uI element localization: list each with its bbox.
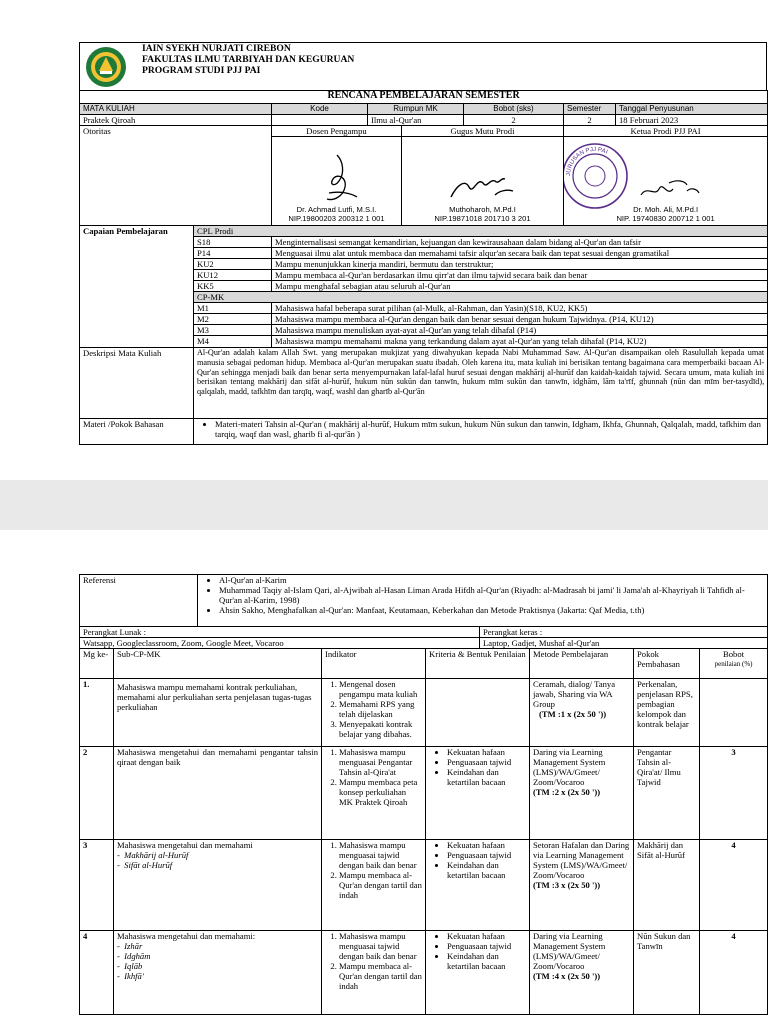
- referensi-label: Referensi: [80, 575, 198, 627]
- role-kaprodi: Ketua Prodi PJJ PAI: [564, 126, 768, 137]
- cpmk-code: M4: [194, 336, 272, 348]
- sched-sub: [114, 931, 322, 1015]
- sub-list-text: Ikhfā': [124, 971, 144, 981]
- sign2-nip: NIP.19871018 201710 3 201: [434, 214, 531, 223]
- cpl-code: P14: [194, 248, 272, 259]
- materi-label: Materi /Pokok Bahasan: [80, 419, 194, 445]
- ind-item: 1. Mengenal dosen pengampu mata kuliah: [339, 679, 422, 699]
- col-tanggal: Tanggal Penyusunan: [616, 104, 768, 115]
- sched-mg: 4: [80, 931, 114, 1015]
- lunak-label: Perangkat Lunak :: [80, 627, 480, 638]
- signature-dosen: [272, 137, 402, 226]
- metode-tm: (TM :3 x (2x 50 ')): [533, 880, 601, 890]
- col-rumpun: Rumpun MK: [368, 104, 464, 115]
- keras-label: Perangkat keras :: [480, 627, 768, 638]
- sched-mg: 2: [80, 747, 114, 840]
- stamp-text: JURUSAN PJJ PAI: [565, 146, 609, 177]
- sched-head-ind: Indikator: [322, 649, 426, 679]
- krit-item: • Keindahan dan ketartilan bacaan: [447, 951, 526, 971]
- sign1-name: Dr. Achmad Lutfi, M.S.I.: [296, 205, 377, 214]
- sched-mg: 1.: [80, 679, 114, 747]
- sched-metode: [530, 679, 634, 747]
- sub-list-text: Izhār: [124, 941, 143, 951]
- sched-bobot: 4: [700, 931, 768, 1015]
- sched-ind: [322, 840, 426, 931]
- krit-item: • Penguasaan tajwid: [447, 850, 526, 860]
- metode-text: Daring via Learning Management System (LMS)/WA/Gmeet/ Zoom/Vocaroo: [533, 931, 606, 971]
- sched-krit: [426, 679, 530, 747]
- header-line-2: FAKULTAS ILMU TARBIYAH DAN KEGURUAN: [142, 54, 355, 65]
- sched-sub: [114, 840, 322, 931]
- cpl-label: CPL Prodi: [194, 226, 768, 237]
- cpl-text: Menguasai ilmu alat untuk membaca dan memahami tafsir alqur'an secara baik dan tepat sesuai dengan gramatikal: [272, 248, 768, 259]
- page-1: [0, 0, 768, 480]
- cpl-text: Mampu menunjukkan kinerja mandiri, bermutu dan terstruktur;: [272, 259, 768, 270]
- signature-dosen-icon: [307, 153, 367, 205]
- sched-krit: [426, 931, 530, 1015]
- header-line-1: IAIN SYEKH NURJATI CIREBON: [142, 43, 291, 54]
- sched-krit: [426, 840, 530, 931]
- metode-text: Setoran Hafalan dan Daring via Learning Management System (LMS)/WA/Gmeet/ Zoom/Vocaroo: [533, 840, 630, 880]
- krit-item: • Kekuatan hafaan: [447, 931, 526, 941]
- sched-head-krit: Kriteria & Bentuk Penilaian: [426, 649, 530, 679]
- sub-list-text: Sifāt al-Hurūf: [124, 860, 173, 870]
- cpmk-code: M2: [194, 314, 272, 325]
- sub-list-item: - Idghām: [117, 951, 151, 961]
- cpl-text: Mampu menghafal sebagian atau seluruh al-Qur'an: [272, 281, 768, 292]
- referensi-table: [79, 574, 768, 1015]
- ind-item: 1. Mahasiswa mampu menguasai tajwid dengan baik dan benar: [339, 931, 422, 961]
- val-mata-kuliah: Praktek Qiroah: [80, 115, 272, 126]
- krit-item: • Kekuatan hafaan: [447, 840, 526, 850]
- val-bobot: 2: [464, 115, 564, 126]
- cpl-code: KU2: [194, 259, 272, 270]
- cpl-code: KK5: [194, 281, 272, 292]
- materi-cell: [194, 419, 768, 445]
- sub-list-text: Idghām: [124, 951, 151, 961]
- iain-logo-icon: [84, 45, 128, 89]
- metode-tm: (TM :1 x (2x 50 ')): [539, 709, 607, 719]
- ref-item: • Muhammad Taqiy al-Islam Qari, al-Ajwibah al-Hasan Liman Arada Hifdh al-Qur'an (Riyadh: al-Madrasah bi jami' li Jama'ah al-Khayriyah li Tahfidh al-Qur'an al-Karim, 1998): [219, 585, 764, 605]
- sched-pokok: Nūn Sukun dan Tanwīn: [634, 931, 700, 1015]
- krit-item: • Penguasaan tajwid: [447, 757, 526, 767]
- sched-head-sub: Sub-CP-MK: [114, 649, 322, 679]
- col-semester: Semester: [564, 104, 616, 115]
- metode-tm: (TM :2 x (2x 50 ')): [533, 787, 601, 797]
- krit-item: • Kekuatan hafaan: [447, 747, 526, 757]
- rps-table: [79, 90, 768, 445]
- sched-metode: [530, 747, 634, 840]
- cpl-code: S18: [194, 237, 272, 248]
- signature-gugus-icon: [443, 165, 523, 205]
- bobot-sub: penilaian (%): [714, 660, 753, 668]
- sched-mg: 3: [80, 840, 114, 931]
- sched-ind: [322, 931, 426, 1015]
- bobot-label: Bobot: [723, 649, 745, 659]
- sched-metode: [530, 840, 634, 931]
- val-rumpun: Ilmu al-Qur'an: [368, 115, 464, 126]
- sched-sub: Mahasiswa mampu memahami kontrak perkuliahan, memahami alur perkuliahan serta penjelasan tugas-tugas perkuliahan: [114, 679, 322, 747]
- cpmk-code: M1: [194, 303, 272, 314]
- sign3-nip: NIP. 19740830 200712 1 001: [616, 214, 715, 223]
- krit-item: • Keindahan dan ketartilan bacaan: [447, 860, 526, 880]
- otoritas-label: Otoritas: [80, 126, 272, 226]
- sched-krit: [426, 747, 530, 840]
- sub-list-item: - Iqlāb: [117, 961, 143, 971]
- sub-list-item: - Ikhfā': [117, 971, 144, 981]
- metode-text: Daring via Learning Management System (LMS)/WA/Gmeet/ Zoom/Vocaroo: [533, 747, 606, 787]
- capaian-label: Capaian Pembelajaran: [80, 226, 194, 348]
- sched-sub: Mahasiswa mengetahui dan memahami pengantar tahsin qiraat dengan baik: [114, 747, 322, 840]
- metode-text: Ceramah, dialog/ Tanya jawab, Sharing via WA Group: [533, 679, 616, 709]
- sign1-nip: NIP.19800203 200312 1 001: [288, 214, 385, 223]
- val-tanggal: 18 Februari 2023: [616, 115, 768, 126]
- cpmk-text: Mahasiswa mampu membaca al-Qur'an dengan baik dan benar sesuai dengan hukum Tajwidnya. (P14, KU12): [272, 314, 768, 325]
- sign3-name: Dr. Moh. Ali, M.Pd.I: [633, 205, 699, 214]
- cpmk-text: Mahasiswa mampu memahami makna yang terkandung dalam ayat al-Qur'an yang telah dihafal (P14, KU2): [272, 336, 768, 348]
- ref-item: • Al-Qur'an al-Karim: [219, 575, 764, 585]
- col-bobot: Bobot (sks): [464, 104, 564, 115]
- sub-list-item: - Sifāt al-Hurūf: [117, 860, 173, 870]
- col-mata-kuliah: MATA KULIAH: [80, 104, 272, 115]
- signature-kaprodi: [564, 137, 768, 226]
- col-kode: Kode: [272, 104, 368, 115]
- sub-list-item: - Izhār: [117, 941, 143, 951]
- sched-pokok: Pengantar Tahsin al-Qira'at/ Ilmu Tajwid: [634, 747, 700, 840]
- cpl-text: Mampu membaca al-Qur'an berdasarkan ilmu qirr'at dan ilmu tajwid secara baik dan benar: [272, 270, 768, 281]
- krit-item: • Penguasaan tajwid: [447, 941, 526, 951]
- sched-head-metode: Metode Pembelajaran: [530, 649, 634, 679]
- sched-ind: [322, 747, 426, 840]
- sched-pokok: Makhārij dan Sifāt al-Hurūf: [634, 840, 700, 931]
- deskripsi-text: Al-Qur'an adalah kalam Allah Swt. yang merupakan mukjizat yang diwahyukan kepada Nabi Muhammad Saw. Al-Qur'an disampaikan oleh Rasulullah kepada umat manusia sebagai pedoman hidup. Membaca al-Qur'an merupakan suatu ibadah. Oleh karena itu, mata kuliah ini berisikan tentang bagaimana cara memperbaiki bacaan Al-Qur'an sehingga menjadi baik dan benar serta menyempurnakan lafal-lafal huruf sesuai dengan makhārij al-hurūf dan kaidah-kaidah tajwid. Secara umum, mata kuliah ini berisikan tentang makhārij dan sifāt al-hurūf, hukum nūn sukūn dan tanwīn, hukum mīm sukūn dan tanwīn, idghām, lām ta'rīf, ghunnah (nūn dan mīm ber-tasydīd), qalqalah, madd, tafkhīm dan tarqīq, waqf, washl dan gharīb al-Qur'ān: [194, 348, 768, 419]
- cpl-text: Menginternalisasi semangat kemandirian, kejuangan dan kewirausahaan dalam bidang al-Qur'an dan tafsir: [272, 237, 768, 248]
- sub-text: Mahasiswa mengetahui dan memahami:: [117, 931, 256, 941]
- sched-head-pokok: Pokok Pembahasan: [634, 649, 700, 679]
- sub-list-text: Makhārij al-Hurūf: [124, 850, 189, 860]
- materi-text: • Materi-materi Tahsin al-Qur'an ( makhārij al-hurūf, Hukum mīm sukun, hukum Nūn sukun dan tanwin, Idgham, Ikhfa, Ghunnah, Qalqalah, madd, tafkhim dan tarqiq, waqf dan wasl, gharib fi al-qur'ān ): [215, 419, 764, 439]
- metode-tm: (TM :4 x (2x 50 ')): [533, 971, 601, 981]
- ind-item: 3. Menyepakati kontrak belajar yang dibahas.: [339, 719, 422, 739]
- sched-pokok: Perkenalan, penjelasan RPS, pembagian kelompok dan kontrak belajar: [634, 679, 700, 747]
- ind-item: 1. Mahasiswa mampu menguasai Pengantar Tahsin al-Qira'at: [339, 747, 422, 777]
- sched-bobot: 3: [700, 747, 768, 840]
- document-header: [79, 42, 767, 90]
- referensi-cell: [198, 575, 768, 627]
- krit-item: • Keindahan dan ketartilan bacaan: [447, 767, 526, 787]
- sched-bobot: 4: [700, 840, 768, 931]
- sched-head-mg: Mg ke-: [80, 649, 114, 679]
- cpmk-label: CP-MK: [194, 292, 768, 303]
- signature-kaprodi-icon: [621, 171, 711, 205]
- val-semester: 2: [564, 115, 616, 126]
- role-dosen: Dosen Pengampu: [272, 126, 402, 137]
- ref-item: • Ahsin Sakho, Menghafalkan al-Qur'an: Manfaat, Keutamaan, Keberkahan dan Metode Praktisnya (Jakarta: Qaf Media, t.th): [219, 605, 764, 615]
- lunak-text: Watsapp, Googleclassroom, Zoom, Google Meet, Vocaroo: [80, 638, 480, 649]
- ind-item: 2. Mampu membaca al-Qur'an dengan tartil dan indah: [339, 870, 422, 900]
- keras-text: Laptop, Gadjet, Mushaf al-Qur'an: [480, 638, 768, 649]
- sched-ind: [322, 679, 426, 747]
- sched-metode: [530, 931, 634, 1015]
- role-gugus: Gugus Mutu Prodi: [402, 126, 564, 137]
- sub-list-text: Iqlāb: [124, 961, 143, 971]
- ind-item: 2. Mampu membaca peta konsep perkuliahan MK Praktek Qiroah: [339, 777, 422, 807]
- cpmk-code: M3: [194, 325, 272, 336]
- sched-head-bobot: [700, 649, 768, 679]
- svg-text:JURUSAN PJJ PAI: [566, 147, 609, 176]
- sub-text: Mahasiswa mengetahui dan memahami: [117, 840, 253, 850]
- val-kode: [272, 115, 368, 126]
- signature-gugus: [402, 137, 564, 226]
- sched-bobot: [700, 679, 768, 747]
- ind-item: 2. Mampu membaca al-Qur'an dengan tartil dan indah: [339, 961, 422, 991]
- sub-list-item: - Makhārij al-Hurūf: [117, 850, 189, 860]
- cpmk-text: Mahasiswa hafal beberapa surat pilihan (al-Mulk, al-Rahman, dan Yasin)(S18, KU2, KK5): [272, 303, 768, 314]
- deskripsi-label: Deskripsi Mata Kuliah: [80, 348, 194, 419]
- cpl-code: KU12: [194, 270, 272, 281]
- page-2: [0, 530, 768, 1024]
- sign2-name: Muthoharoh, M.Pd.I: [449, 205, 516, 214]
- rps-title: RENCANA PEMBELAJARAN SEMESTER: [80, 91, 768, 104]
- header-line-3: PROGRAM STUDI PJJ PAI: [142, 65, 261, 76]
- ind-item: 2. Memahami RPS yang telah dijelaskan: [339, 699, 422, 719]
- cpmk-text: Mahasiswa mampu menuliskan ayat-ayat al-Qur'an yang telah dihafal (P14): [272, 325, 768, 336]
- ind-item: 1. Mahasiswa mampu menguasai tajwid dengan baik dan benar: [339, 840, 422, 870]
